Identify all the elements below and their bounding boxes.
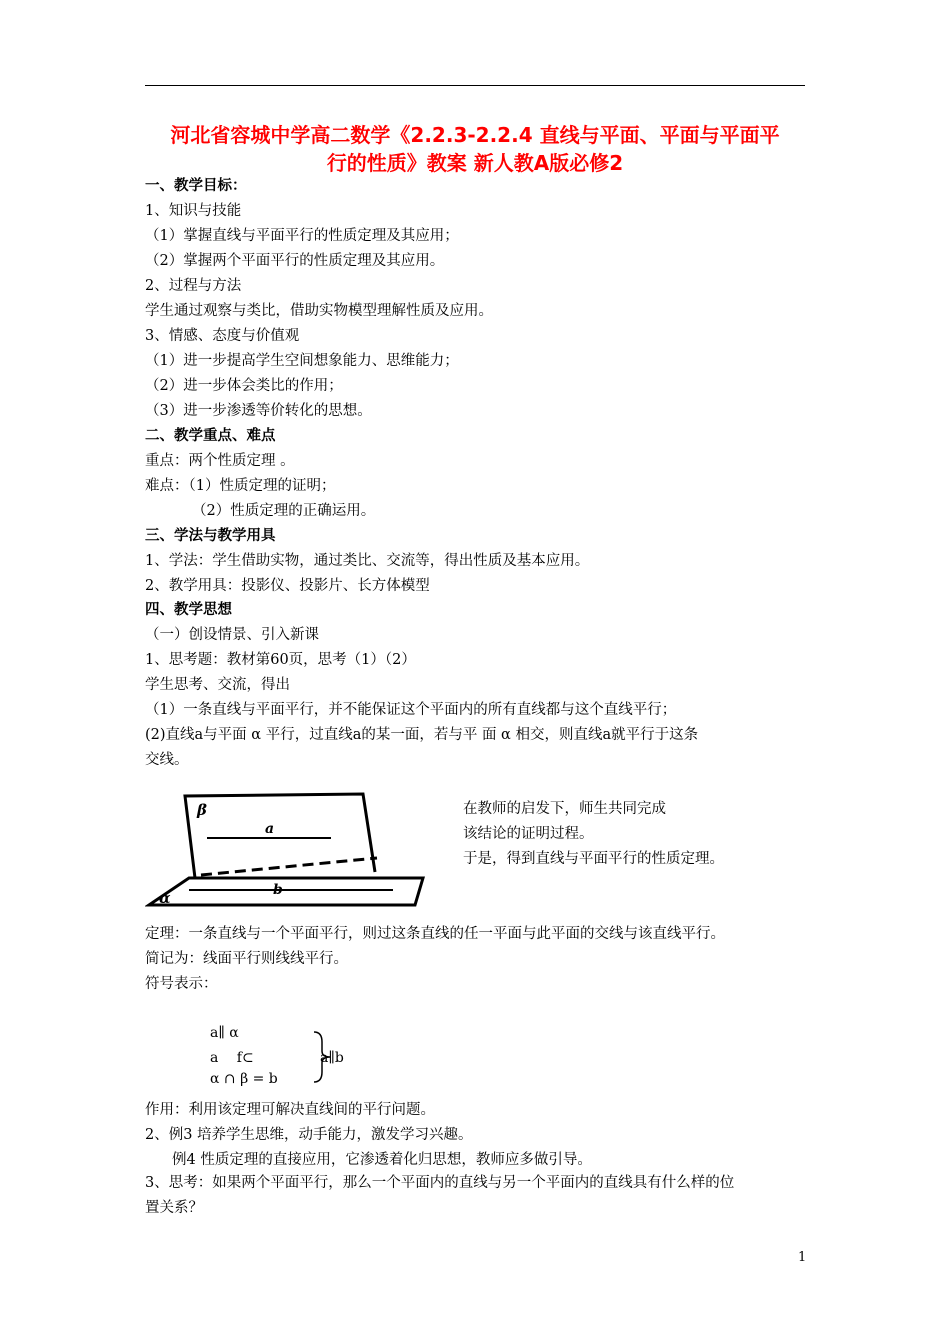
paragraph: 该结论的证明过程。 [463, 826, 594, 842]
symbol-result: a∥b [320, 1050, 344, 1066]
paragraph: （1）一条直线与平面平行，并不能保证这个平面内的所有直线都与这个直线平行； [145, 702, 677, 718]
paragraph: 难点：（1）性质定理的证明； [145, 478, 336, 494]
paragraph: (2)直线a与平面 α 平行，过直线a的某一面，若与平 面 α 相交，则直线a就平行于这条 [145, 727, 699, 743]
paragraph: 学生思考、交流，得出 [145, 677, 290, 693]
section-heading: 二、教学重点、难点 [145, 428, 276, 444]
paragraph: 学生通过观察与类比，借助实物模型理解性质及应用。 [145, 303, 493, 319]
symbol-line: a∥ α [210, 1025, 239, 1041]
theorem-text: 定理：一条直线与一个平面平行，则过这条直线的任一平面与此平面的交线与该直线平行。 [145, 926, 725, 942]
paragraph: 符号表示： [145, 976, 218, 992]
paragraph: 2、教学用具：投影仪、投影片、长方体模型 [145, 578, 430, 594]
doc-title-line1: 河北省容城中学高二数学《2.2.3-2.2.4 直线与平面、平面与平面平 [170, 123, 780, 147]
paragraph: （2）性质定理的正确运用。 [192, 503, 376, 519]
section-heading: 四、教学思想 [145, 602, 232, 618]
paragraph: 重点：两个性质定理 。 [145, 453, 295, 469]
paragraph: 例4 性质定理的直接应用，它渗透着化归思想，教师应多做引导。 [172, 1152, 592, 1168]
section-heading: 一、教学目标： [145, 178, 247, 194]
page-number: 1 [798, 1250, 807, 1265]
paragraph: 2、例3 培养学生思维，动手能力，激发学习兴趣。 [145, 1127, 473, 1143]
symbol-line: α ∩ β = b [210, 1071, 278, 1087]
label-alpha: α [159, 889, 171, 907]
paragraph: 于是，得到直线与平面平行的性质定理。 [463, 851, 724, 867]
paragraph: （3）进一步渗透等价转化的思想。 [145, 403, 372, 419]
plane-diagram [145, 788, 425, 910]
header-rule [145, 85, 805, 86]
paragraph: 在教师的启发下，师生共同完成 [463, 801, 666, 817]
paragraph: 1、思考题：教材第60页，思考（1）（2） [145, 652, 416, 668]
paragraph: 1、学法：学生借助实物，通过类比、交流等，得出性质及基本应用。 [145, 553, 590, 569]
paragraph: 交线。 [145, 752, 189, 768]
label-a: a [265, 821, 275, 837]
paragraph: 作用：利用该定理可解决直线间的平行问题。 [145, 1102, 435, 1118]
paragraph: （一）创设情景、引入新课 [145, 627, 319, 643]
label-b: b [273, 882, 283, 898]
label-beta: β [197, 801, 207, 819]
paragraph: 3、情感、态度与价值观 [145, 328, 300, 344]
section-heading: 三、学法与教学用具 [145, 528, 276, 544]
doc-title-line2: 行的性质》教案 新人教A版必修2 [326, 151, 624, 175]
paragraph: （1）进一步提高学生空间想象能力、思维能力； [145, 353, 459, 369]
paragraph: （1）掌握直线与平面平行的性质定理及其应用； [145, 228, 459, 244]
symbol-line: a f⊂ [210, 1050, 254, 1066]
paragraph: （2）掌握两个平面平行的性质定理及其应用。 [145, 253, 445, 269]
paragraph: 1、知识与技能 [145, 203, 242, 219]
paragraph: 3、思考：如果两个平面平行，那么一个平面内的直线与另一个平面内的直线具有什么样的位 [145, 1175, 735, 1191]
paragraph: 2、过程与方法 [145, 278, 242, 294]
paragraph: （2）进一步体会类比的作用； [145, 378, 343, 394]
paragraph: 置关系？ [145, 1200, 203, 1216]
paragraph: 简记为：线面平行则线线平行。 [145, 951, 348, 967]
